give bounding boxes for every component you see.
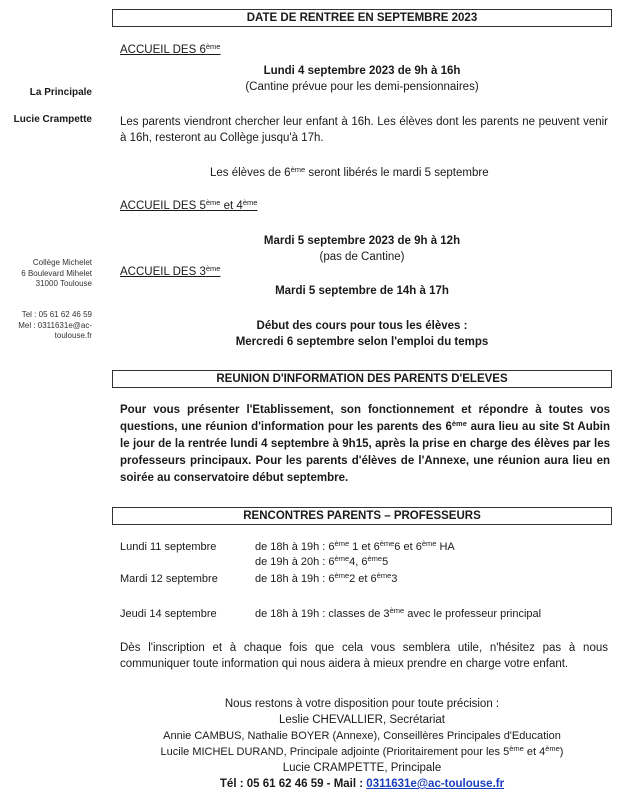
heading-text: ACCUEIL DES 3 bbox=[120, 266, 206, 278]
schedule-slot bbox=[255, 555, 388, 569]
schedule-detail: 6ème 1 et 6ème6 et 6ème HA bbox=[328, 539, 455, 553]
heading-text: ACCUEIL DES 6 bbox=[120, 44, 206, 56]
text-part: Lucile MICHEL DURAND, Principale adjointe (Prioritairement pour les 5 bbox=[160, 746, 510, 758]
text-part: Les élèves de 6 bbox=[210, 167, 291, 179]
accueil-3-date: Mardi 5 septembre de 14h à 17h bbox=[275, 285, 449, 297]
schedule-detail: classes de 3ème avec le professeur principal bbox=[328, 606, 542, 620]
heading-accueil-5-4 bbox=[120, 200, 257, 212]
footer-line-2: Leslie CHEVALLIER, Secrétariat bbox=[279, 714, 445, 726]
sup-text: ème bbox=[509, 744, 524, 753]
schedule-detail: 6ème4, 6ème5 bbox=[328, 554, 389, 568]
heading-accueil-3 bbox=[120, 266, 220, 278]
accueil-5-4-date: Mardi 5 septembre 2023 de 9h à 12h bbox=[263, 235, 461, 247]
schedule-slot bbox=[255, 607, 541, 621]
debut-cours-1: Début des cours pour tous les élèves : bbox=[256, 320, 468, 332]
schedule-slot bbox=[255, 572, 397, 586]
heading-text: et 4 bbox=[220, 200, 243, 212]
sup-text: ème bbox=[205, 42, 221, 51]
sup-text: ème bbox=[290, 165, 306, 174]
parents-pickup-text: Les parents viendront chercher leur enfant à 16h. Les élèves dont les parents ne peuvent venir à 16h, resteront au Collège jusqu'à 17h. bbox=[120, 116, 608, 144]
footer-line-3: Annie CAMBUS, Nathalie BOYER (Annexe), Conseillères Principales d'Education bbox=[163, 730, 561, 742]
sup-text: ème bbox=[545, 744, 560, 753]
footer-line-4 bbox=[112, 744, 612, 760]
schedule-slot bbox=[255, 540, 455, 554]
footer-tel: Tél : 05 61 62 46 59 bbox=[219, 778, 324, 790]
school-mail-1: Mel : 0311631e@ac- bbox=[18, 320, 92, 330]
address-line: 6 Boulevard Mihelet bbox=[21, 268, 92, 278]
footer-contact bbox=[112, 776, 612, 792]
cantine-note: (Cantine prévue pour les demi-pensionnaires) bbox=[245, 81, 479, 93]
school-address bbox=[0, 258, 92, 290]
text-part: seront libérés le mardi 5 septembre bbox=[305, 167, 489, 179]
text-part: ) bbox=[559, 746, 564, 758]
sup-text: ème bbox=[451, 419, 467, 428]
schedule-time: de 18h à 19h : bbox=[255, 573, 329, 585]
footer-mail-label: - Mail : bbox=[323, 778, 367, 790]
pas-cantine-note: (pas de Cantine) bbox=[319, 251, 405, 263]
schedule-time: de 19h à 20h : bbox=[255, 556, 329, 568]
footer-mail-link[interactable]: 0311631e@ac-toulouse.fr bbox=[366, 778, 505, 790]
schedule-day: Lundi 11 septembre bbox=[120, 541, 217, 553]
section-title-rencontres: RENCONTRES PARENTS – PROFESSEURS bbox=[112, 507, 612, 525]
footer-line-5: Lucie CRAMPETTE, Principale bbox=[282, 762, 442, 774]
schedule-detail: 6ème2 et 6ème3 bbox=[328, 571, 398, 585]
school-tel: Tel : 05 61 62 46 59 bbox=[21, 310, 92, 319]
text-part: et 4 bbox=[523, 746, 546, 758]
text-part: Pour vous présenter l'Etablissement, son fonctionnement et répondre à toutes vos questions, une réunion d'information pour les parents des 6 bbox=[120, 404, 610, 433]
schedule-time: de 18h à 19h : bbox=[255, 541, 329, 553]
address-line: 31000 Toulouse bbox=[35, 279, 92, 288]
debut-cours-2: Mercredi 6 septembre selon l'emploi du temps bbox=[235, 336, 489, 348]
principal-name: Lucie Crampette bbox=[13, 114, 92, 125]
heading-accueil-6 bbox=[120, 44, 220, 56]
schedule-day: Jeudi 14 septembre bbox=[120, 608, 217, 620]
schedule-time: de 18h à 19h : bbox=[255, 608, 329, 620]
sup-text: ème bbox=[242, 198, 258, 207]
heading-text: ACCUEIL DES 5 bbox=[120, 200, 206, 212]
sup-text: ème bbox=[205, 198, 221, 207]
section-title-rentree: DATE DE RENTREE EN SEPTEMBRE 2023 bbox=[112, 9, 612, 27]
schedule-day: Mardi 12 septembre bbox=[120, 573, 218, 585]
liberes-text bbox=[210, 165, 489, 181]
school-contact bbox=[0, 310, 92, 342]
footer-line-1: Nous restons à votre disposition pour toute précision : bbox=[224, 698, 500, 710]
reunion-text bbox=[120, 402, 610, 487]
text-part: aura lieu au site St Aubin le jour de la rentrée lundi 4 septembre à 9h15, après la prise en charge des élèves par les professeurs principaux. Pour les parents d'élèves de l'Annexe, une réunion aura lieu en soirée au conservatoire début septembre. bbox=[120, 421, 610, 484]
section-title-reunion: REUNION D'INFORMATION DES PARENTS D'ELEVES bbox=[112, 370, 612, 388]
closing-text: Dès l'inscription et à chaque fois que cela vous semblera utile, n'hésitez pas à nous communiquer toute information qui nous aidera à mieux prendre en charge votre enfant. bbox=[120, 642, 608, 670]
school-mail-2: toulouse.fr bbox=[54, 331, 92, 340]
sup-text: ème bbox=[205, 264, 221, 273]
principal-role: La Principale bbox=[29, 87, 92, 98]
accueil-6-date: Lundi 4 septembre 2023 de 9h à 16h bbox=[263, 65, 461, 77]
address-line: Collège Michelet bbox=[32, 258, 92, 267]
